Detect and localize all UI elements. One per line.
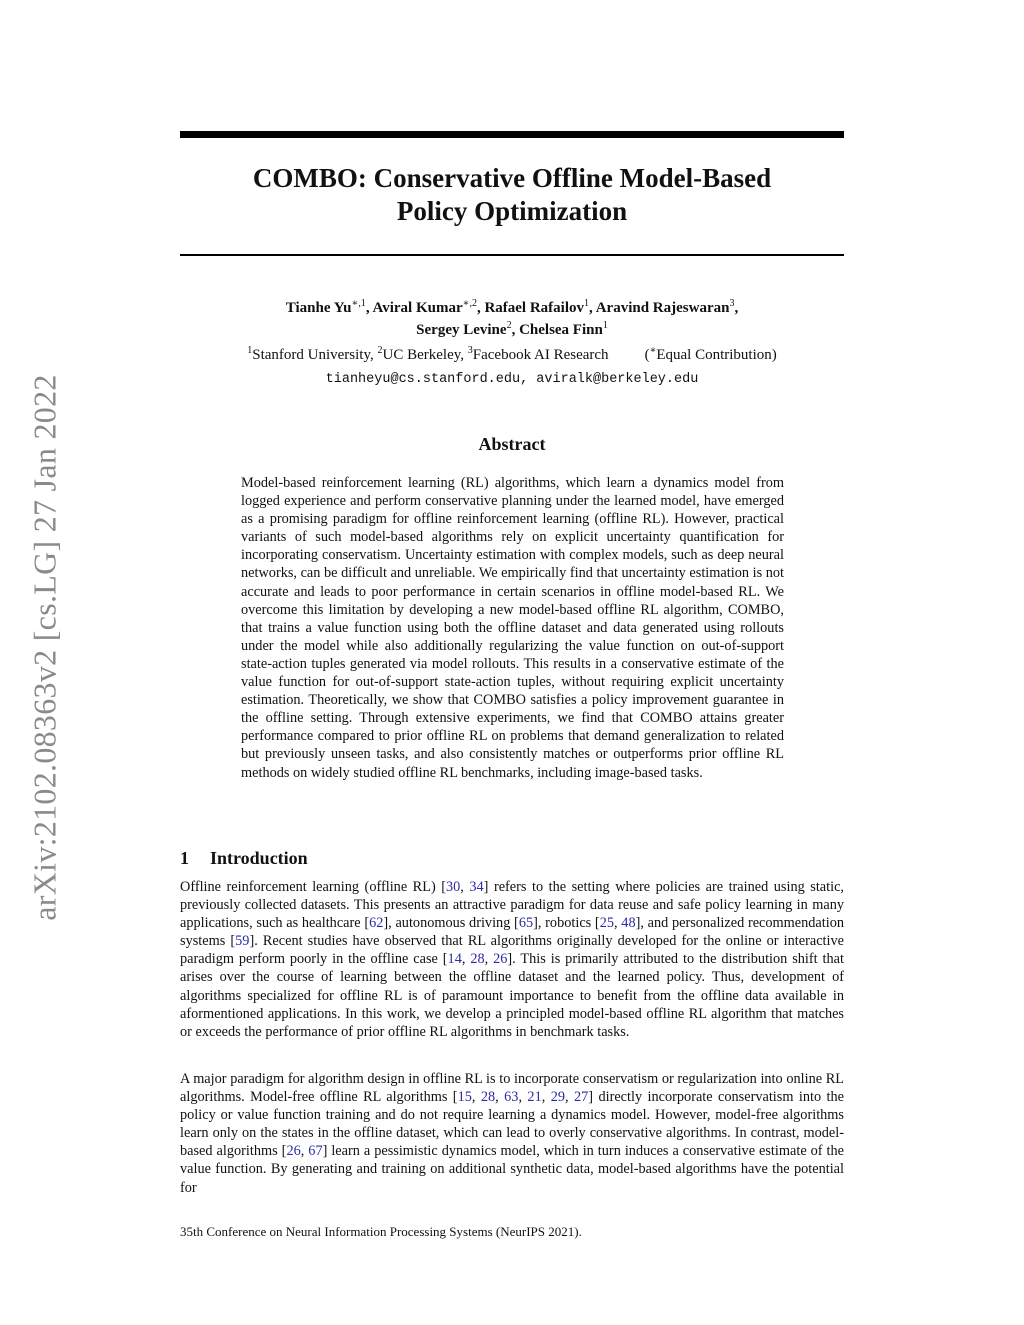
paragraph-text: , <box>471 1089 481 1106</box>
abstract-text: Model-based reinforcement learning (RL) algorithms, which learn a dynamics model from logged experience and perform conservative planning under the learned model, have emerged as a promising paradigm for offline reinforcement learning (offline RL). However, practical variants of such model-based algorithms rely on explicit uncertainty quantification for incorporating conservatism. Uncertainty estimation with complex models, such as deep neural networks, can be difficult and unreliable. We empirically find that uncertainty estimation is not accurate and leads to poor performance in certain scenarios in offline model-based RL. We overcome this limitation by developing a new model-based offline RL algorithm, COMBO, that trains a value function using both the offline dataset and data generated using rollouts under the model while also additionally regularizing the value function on out-of-support state-action tuples generated via model rollouts. This results in a conservative estimate of the value function for out-of-support state-action tuples, without requiring explicit uncertainty estimation. Theoretically, we show that COMBO satisfies a policy improvement guarantee in the offline setting. Through extensive experiments, we find that COMBO attains greater performance compared to prior offline RL on problems that demand generalization to related but previously unseen tasks, and also consistently matches or outperforms prior offline RL methods on widely studied offline RL benchmarks, including image-based tasks. <box>241 475 784 781</box>
citation-link[interactable]: 26 <box>493 951 508 968</box>
paper-title-line-1: COMBO: Conservative Offline Model-Based <box>252 163 772 193</box>
paragraph-text: , <box>484 951 494 968</box>
citation-link[interactable]: 34 <box>469 879 484 895</box>
author-affiliation-mark: 1 <box>584 298 590 309</box>
paragraph-text: ], and personalized recommendation systems [ <box>180 915 845 950</box>
citation-link[interactable]: 21 <box>527 1089 542 1106</box>
paragraph-text: , <box>541 1089 551 1106</box>
author-list <box>180 297 844 341</box>
author-name: Aviral Kumar <box>372 300 463 316</box>
citation-link[interactable]: 30 <box>445 879 461 895</box>
citation-link[interactable]: 25 <box>599 915 614 932</box>
citation-link[interactable]: 28 <box>470 951 485 968</box>
paper-title-line-2: Policy Optimization <box>396 196 628 226</box>
citation-link[interactable]: 27 <box>573 1089 589 1106</box>
author-name: Aravind Rajeswaran <box>595 300 730 316</box>
author-affiliation-mark: 1 <box>602 320 608 331</box>
citation-link[interactable]: 48 <box>621 915 636 932</box>
paragraph-text: ] learn a pessimistic dynamics model, which in turn induces a conservative estimate of the value function. By generating and training on additional synthetic data, model-based algorithms have the potential for <box>180 1143 844 1196</box>
author-separator: , <box>511 322 520 338</box>
author-affiliation-mark: 2 <box>506 320 512 331</box>
paragraph-text: ]. This is primarily attributed to the distribution shift that arises over the course of learning between the offline dataset and the learned policy. Thus, development of algorithms specialized for offline RL is of paramount importance to benefit from the offline data available in aformentioned applications. In this work, we develop a principled model-based offline RL algorithm that matches or exceeds the performance of prior offline RL algorithms in benchmark tasks. <box>180 951 844 1040</box>
author-emails: tianheyu@cs.stanford.edu, aviralk@berkeley.edu <box>325 372 699 387</box>
abstract-heading: Abstract <box>478 434 546 454</box>
citation-link[interactable]: 28 <box>480 1089 496 1106</box>
author-name: Sergey Levine <box>416 322 507 338</box>
affiliation: Facebook AI Research <box>472 347 609 363</box>
paragraph-text: ], robotics [ <box>533 915 600 932</box>
body-paragraph <box>180 878 844 1041</box>
paragraph-text: Offline reinforcement learning (offline RL) [ <box>180 879 446 895</box>
equal-contribution-note: (∗Equal Contribution) <box>644 345 777 363</box>
author-affiliation-mark: 3 <box>729 298 735 309</box>
paragraph-text: ] directly incorporate conservatism into the policy or value function training and do not require learning a dynamics model. However, model-free algorithms learn only on the states in the offline dataset, which can lead to overly conservative algorithms. In contrast, model-based algorithms [ <box>180 1089 844 1160</box>
affiliation: UC Berkeley, <box>382 347 468 363</box>
author-name: Rafael Rafailov <box>484 300 585 316</box>
paragraph-text: ], autonomous driving [ <box>383 915 519 932</box>
paragraph-text: ] refers to the setting where policies are trained using static, previously collected datasets. This presents an attractive paradigm for data reuse and safe policy learning in many applications, such as healthcare [ <box>180 879 844 932</box>
citation-link[interactable]: 14 <box>447 951 462 968</box>
paragraph-text: , <box>495 1089 505 1106</box>
author-separator: , <box>589 300 596 316</box>
affiliation-mark: 2 <box>377 345 383 356</box>
paragraph-text: , <box>300 1143 309 1160</box>
venue-footnote: 35th Conference on Neural Information Processing Systems (NeurIPS 2021). <box>180 1224 582 1239</box>
citation-link[interactable]: 65 <box>518 915 534 932</box>
citation-link[interactable]: 29 <box>550 1089 565 1106</box>
author-affiliation-mark: ∗,1 <box>351 298 366 309</box>
arxiv-identifier <box>18 355 73 940</box>
section-number: 1 <box>180 848 189 868</box>
citation-link[interactable]: 63 <box>504 1089 519 1106</box>
title-rule-top <box>180 131 844 138</box>
paragraph-text: , <box>614 915 622 932</box>
paragraph-text: ]. Recent studies have observed that RL algorithms originally developed for the online or interactive paradigm perform poorly in the offline case [ <box>180 933 844 968</box>
citation-link[interactable]: 15 <box>457 1089 472 1106</box>
author-separator: , <box>734 300 739 316</box>
affiliation-mark: 1 <box>247 345 253 356</box>
citation-link[interactable]: 59 <box>235 933 250 950</box>
body-paragraph <box>180 1070 844 1197</box>
paragraph-text: , <box>518 1089 528 1106</box>
title-rule-bottom <box>180 254 844 256</box>
section-heading <box>180 848 308 869</box>
paper-title <box>180 162 844 228</box>
author-name: Tianhe Yu <box>285 300 352 316</box>
citation-link[interactable]: 67 <box>308 1143 323 1160</box>
author-separator: , <box>476 300 485 316</box>
arxiv-identifier-text: arXiv:2102.08363v2 [cs.LG] 27 Jan 2022 <box>27 374 63 921</box>
citation-link[interactable]: 62 <box>369 915 384 932</box>
author-name: Chelsea Finn <box>519 322 603 338</box>
section-title: Introduction <box>210 848 308 868</box>
affiliations <box>180 345 844 365</box>
citation-link[interactable]: 26 <box>286 1143 301 1160</box>
affiliation-mark: 3 <box>467 345 473 356</box>
author-separator: , <box>365 300 373 316</box>
paragraph-text: A major paradigm for algorithm design in offline RL is to incorporate conservatism or regularization into online RL algorithms. Model-free offline RL algorithms [ <box>180 1071 844 1106</box>
author-line-2 <box>180 319 844 341</box>
paragraph-text: , <box>460 879 470 895</box>
author-affiliation-mark: ∗,2 <box>462 298 477 309</box>
paragraph-text: , <box>565 1089 574 1106</box>
author-line-1 <box>180 297 844 319</box>
paragraph-text: , <box>461 951 471 968</box>
affiliation: Stanford University, <box>252 347 378 363</box>
